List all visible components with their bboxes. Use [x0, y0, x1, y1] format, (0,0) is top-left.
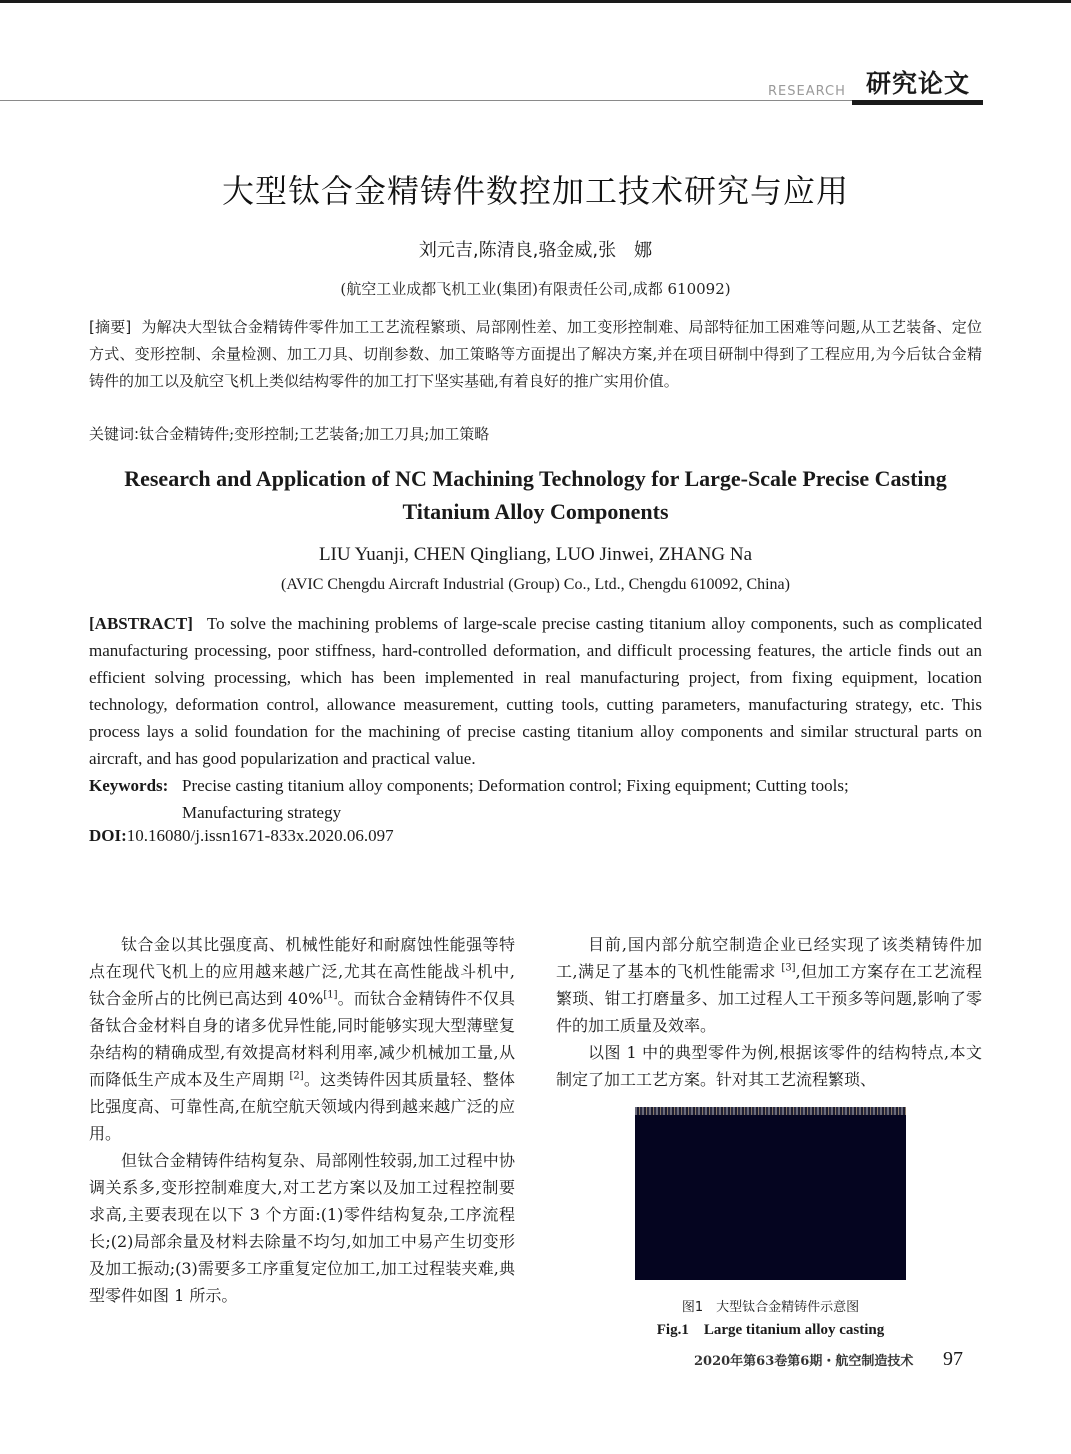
abstract-en — [89, 610, 982, 772]
authors-cn: 刘元吉,陈清良,骆金威,张 娜 — [418, 240, 653, 261]
section-label-en: RESEARCH — [768, 84, 846, 99]
doi-label: DOI: — [89, 826, 127, 845]
body-text: 目前,国内部分航空制造企业已经实现了该类精铸件加工,满足了基本的飞机性能需求 — [556, 935, 982, 981]
body-paragraph — [89, 931, 515, 1147]
abstract-cn-text: 为解决大型钛合金精铸件零件加工工艺流程繁琐、局部刚性差、加工变形控制难、局部特征加工困难等问题,从工艺装备、定位方式、变形控制、余量检测、加工刀具、切削参数、加工策略等方面提出了解决方案,并在项目研制中得到了工程应用,为今后钛合金精铸件的加工以及航空飞机上类似结构零件的加工打下坚实基础,有着良好的推广实用价值。 — [89, 318, 982, 390]
figure-caption-cn: 图1 大型钛合金精铸件示意图 — [681, 1300, 860, 1315]
paper-title-en: Research and Application of NC Machining Technology for Large-Scale Precise Casting Titanium Alloy Components — [124, 466, 947, 524]
citation-ref[interactable]: [1] — [323, 989, 338, 1001]
doi-value[interactable]: 10.16080/j.issn1671-833x.2020.06.097 — [126, 826, 394, 845]
header-bar — [852, 100, 983, 105]
body-paragraph: 以图 1 中的典型零件为例,根据该零件的结构特点,本文制定了加工工艺方案。针对其工艺流程繁琐、 — [556, 1043, 982, 1089]
figure-noise-strip — [635, 1107, 906, 1115]
keywords-cn-label: 关键词: — [89, 425, 140, 443]
abstract-en-text: To solve the machining problems of large-scale precise casting titanium alloy components, such as complicated manufacturing processing, poor stiffness, hard-controlled deformation, and difficult processing features, the article finds out an efficient solving processing, which has been implemented in real manufacturing project, from fixing equipment, location technology, deformation control, allowance measurement, cutting tools, cutting parameters, manufacturing strategy, etc. This process lays a solid foundation for the machining of precise casting titanium alloy components and similar structural parts on aircraft, and has good popularization and practical value. — [89, 614, 982, 768]
section-label-cn: 研究论文 — [866, 69, 971, 98]
keywords-en — [89, 772, 982, 826]
keywords-cn — [89, 422, 982, 446]
citation-ref[interactable]: [3] — [781, 962, 796, 974]
body-text: 钛合金以其比强度高、机械性能好和耐腐蚀性能强等特点在现代飞机上的应用越来越广泛,尤其在高性能战斗机中,钛合金所占的比例已高达到 40% — [89, 935, 515, 1008]
body-paragraph: 但钛合金精铸件结构复杂、局部刚性较弱,加工过程中协调关系多,变形控制难度大,对工艺方案以及加工过程控制要求高,主要表现在以下 3 个方面:(1)零件结构复杂,工序流程长;(2)局部余量及材料去除量不均匀,如加工中易产生切变形及加工振动;(3)需要多工序重复定位加工,加工过程装夹难,典型零件如图 1 所示。 — [89, 1151, 515, 1305]
page-number: 97 — [943, 1348, 963, 1370]
abstract-cn-label: [摘要] — [89, 318, 132, 336]
abstract-cn — [89, 314, 982, 395]
figure-1-image — [635, 1107, 906, 1280]
body-paragraph — [556, 931, 982, 1039]
body-column-right — [556, 931, 982, 1093]
citation-ref[interactable]: [2] — [289, 1070, 304, 1082]
body-column-left — [89, 931, 515, 1309]
doi — [89, 826, 394, 846]
affiliation-en: (AVIC Chengdu Aircraft Industrial (Group) Co., Ltd., Chengdu 610092, China) — [281, 576, 790, 593]
body-text: 。而钛合金精铸件不仅具备钛合金材料自身的诸多优异性能,同时能够实现大型薄壁复杂结构的精确成型,有效提高材料利用率,减少机械加工量,从而降低生产成本及生产周期 — [89, 989, 515, 1089]
affiliation-cn: (航空工业成都飞机工业(集团)有限责任公司,成都 610092) — [340, 280, 731, 298]
keywords-en-line1: Precise casting titanium alloy components; Deformation control; Fixing equipment; Cutting tools; — [182, 776, 849, 795]
abstract-en-label: [ABSTRACT] — [89, 614, 193, 633]
paper-title-cn: 大型钛合金精铸件数控加工技术研究与应用 — [221, 172, 849, 210]
body-text: ,但加工方案存在工艺流程繁琐、钳工打磨量多、加工过程人工干预多等问题,影响了零件的加工质量及效率。 — [556, 962, 982, 1035]
header-rule — [0, 100, 852, 101]
keywords-en-line2: Manufacturing strategy — [182, 803, 342, 822]
body-text: 。这类铸件因其质量轻、整体比强度高、可靠性高,在航空航天领域内得到越来越广泛的应用。 — [89, 1070, 515, 1143]
authors-en: LIU Yuanji, CHEN Qingliang, LUO Jinwei, ZHANG Na — [318, 544, 753, 565]
keywords-cn-text: 钛合金精铸件;变形控制;工艺装备;加工刀具;加工策略 — [139, 425, 490, 443]
top-border — [0, 0, 1071, 3]
figure-caption-en: Fig.1 Large titanium alloy casting — [656, 1322, 885, 1338]
journal-footer: 2020年第63卷第6期・航空制造技术 — [694, 1354, 914, 1369]
keywords-en-label: Keywords: — [89, 776, 169, 795]
